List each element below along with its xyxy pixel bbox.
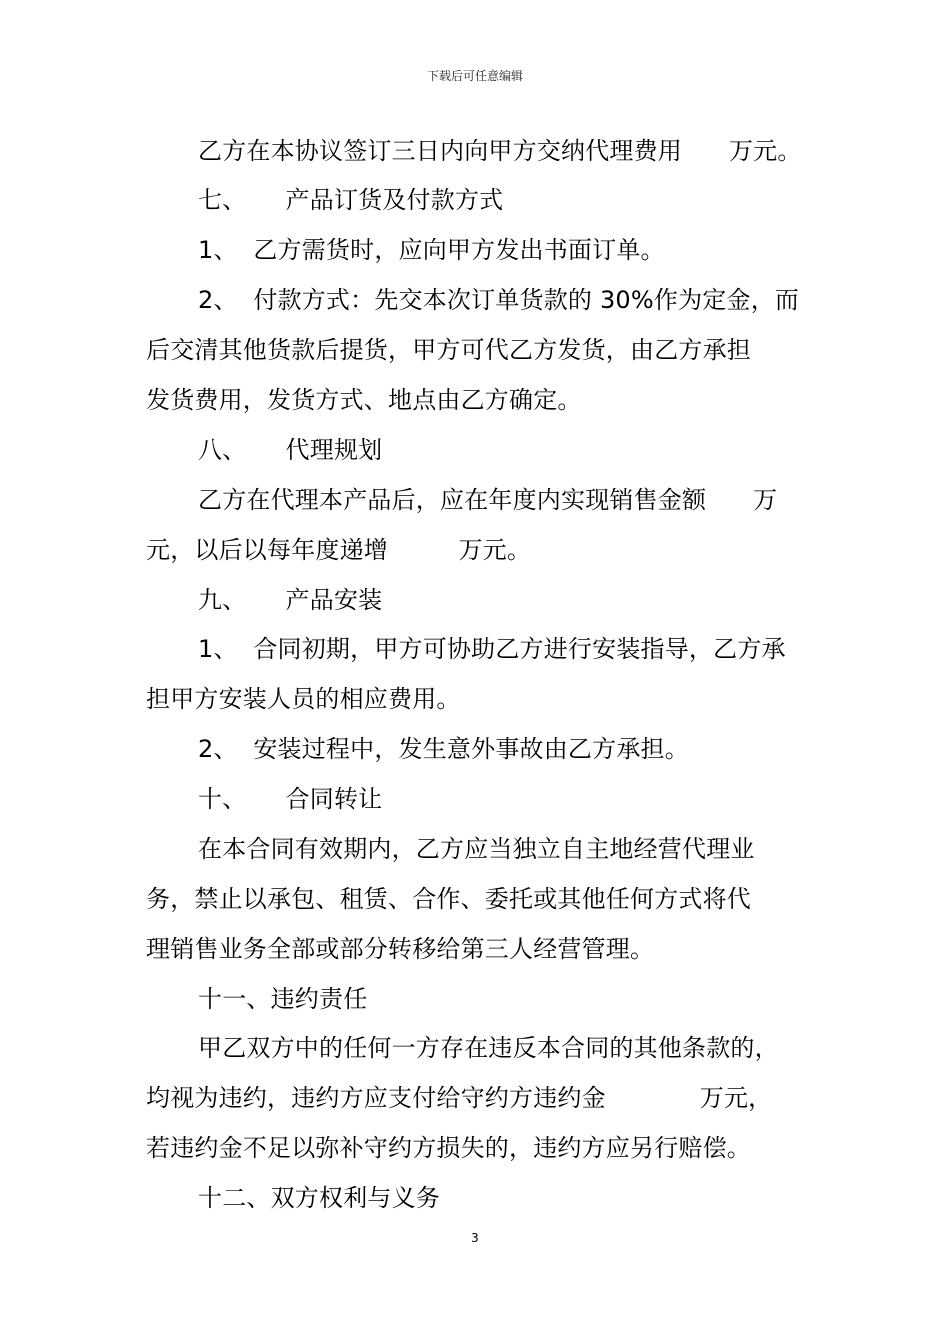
body-line: 1、 合同初期，甲方可协助乙方进行安装指导，乙方承 <box>198 635 786 663</box>
body-line: 发货费用，发货方式、地点由乙方确定。 <box>146 386 582 414</box>
section-heading-10: 十、 合同转让 <box>198 785 383 813</box>
page-number: 3 <box>471 1231 479 1245</box>
page-header: 下载后可任意编辑 <box>426 69 523 83</box>
body-line: 甲乙双方中的任何一方存在违反本合同的其他条款的， <box>198 1034 779 1062</box>
body-line: 均视为违约，违约方应支付给守约方违约金 万元， <box>146 1084 773 1112</box>
body-line: 若违约金不足以弥补守约方损失的，违约方应另行赔偿。 <box>146 1134 751 1162</box>
section-heading-7: 七、 产品订货及付款方式 <box>198 186 504 214</box>
body-line: 1、 乙方需货时，应向甲方发出书面订单。 <box>198 236 665 264</box>
body-line: 务，禁止以承包、租赁、合作、委托或其他任何方式将代 <box>146 885 751 913</box>
body-line: 乙方在本协议签订三日内向甲方交纳代理费用 万元。 <box>198 137 802 165</box>
section-heading-12: 十二、双方权利与义务 <box>198 1184 440 1212</box>
section-heading-8: 八、 代理规划 <box>198 436 383 464</box>
section-heading-11: 十一、违约责任 <box>198 985 368 1013</box>
body-line: 乙方在代理本产品后，应在年度内实现销售金额 万 <box>198 486 778 514</box>
section-heading-9: 九、 产品安装 <box>198 586 383 614</box>
body-line: 后交清其他货款后提货，甲方可代乙方发货，由乙方承担 <box>146 336 751 364</box>
body-line: 2、 安装过程中，发生意外事故由乙方承担。 <box>198 735 689 763</box>
body-line: 2、 付款方式：先交本次订单货款的 30%作为定金，而 <box>198 286 800 314</box>
body-line: 担甲方安装人员的相应费用。 <box>146 685 461 713</box>
body-line: 理销售业务全部或部分转移给第三人经营管理。 <box>146 935 655 963</box>
body-line: 元，以后以每年度递增 万元。 <box>146 536 532 564</box>
body-line: 在本合同有效期内，乙方应当独立自主地经营代理业 <box>198 835 755 863</box>
